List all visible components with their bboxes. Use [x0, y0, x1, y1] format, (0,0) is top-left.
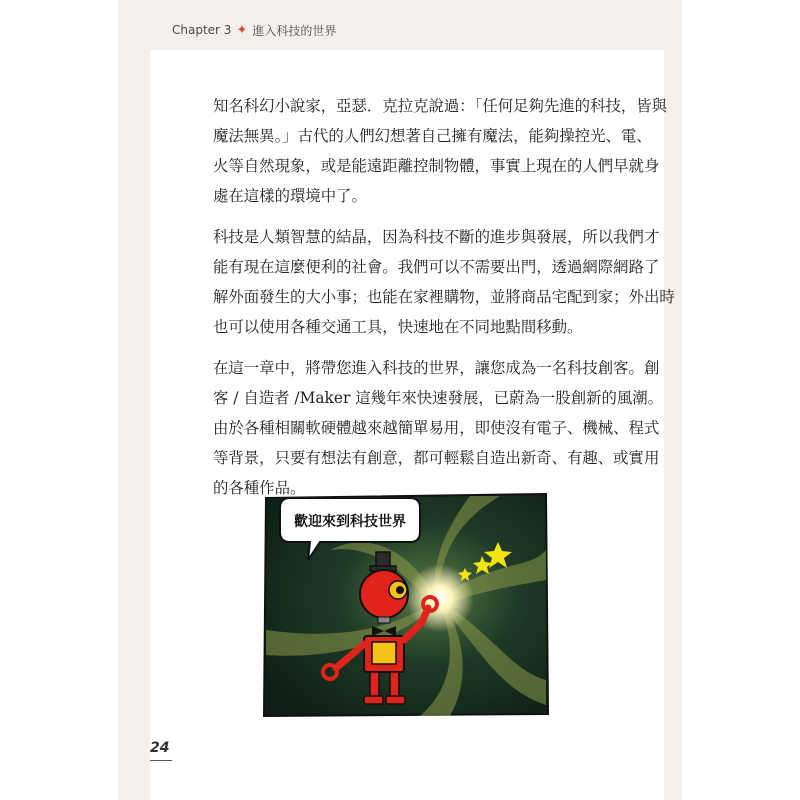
text-line: 能有現在這麼便利的社會。我們可以不需要出門，透過網際網路了 — [213, 258, 660, 276]
text-line: 科技是人類智慧的結晶，因為科技不斷的進步與發展，所以我們才 — [213, 228, 660, 246]
text-line: 解外面發生的大小事；也能在家裡購物，並將商品宅配到家；外出時 — [213, 288, 675, 306]
paragraph-3 — [213, 353, 664, 503]
text-line: 火等自然現象，或是能遠距離控制物體，事實上現在的人們早就身 — [213, 157, 660, 175]
text-line: 等背景，只要有想法有創意，都可輕鬆自造出新奇、有趣、或實用 — [213, 449, 660, 467]
body-text — [213, 91, 675, 514]
paragraph-2 — [213, 222, 675, 342]
text-line: 的各種作品。 — [213, 479, 306, 497]
page-number: 24 — [150, 740, 170, 756]
page-number-underline — [150, 760, 172, 761]
speech-bubble-text: 歡迎來到科技世界 — [294, 514, 406, 530]
chapter-header — [172, 20, 336, 40]
text-line: 由於各種相關軟硬體越來越簡單易用，即使沒有電子、機械、程式 — [213, 419, 660, 437]
robot-illustration — [260, 490, 550, 718]
four-point-star-icon: ✦ — [236, 22, 248, 38]
text-line: 知名科幻小說家，亞瑟．克拉克說過：「任何足夠先進的科技，皆與 — [213, 97, 668, 115]
text-line: 處在這樣的環境中了。 — [213, 187, 367, 205]
text-line: 在這一章中，將帶您進入科技的世界，讓您成為一名科技創客。創 — [213, 359, 660, 377]
chapter-title: 進入科技的世界 — [252, 23, 337, 38]
text-line: 也可以使用各種交通工具，快速地在不同地點間移動。 — [213, 318, 583, 336]
text-line: 客 / 自造者 /Maker 這幾年來快速發展，已蔚為一股創新的風潮。 — [213, 389, 664, 407]
text-line: 魔法無異。」古代的人們幻想著自己擁有魔法，能夠操控光、電、 — [213, 127, 652, 145]
chapter-label: Chapter 3 — [172, 23, 232, 37]
paragraph-1 — [213, 91, 668, 211]
